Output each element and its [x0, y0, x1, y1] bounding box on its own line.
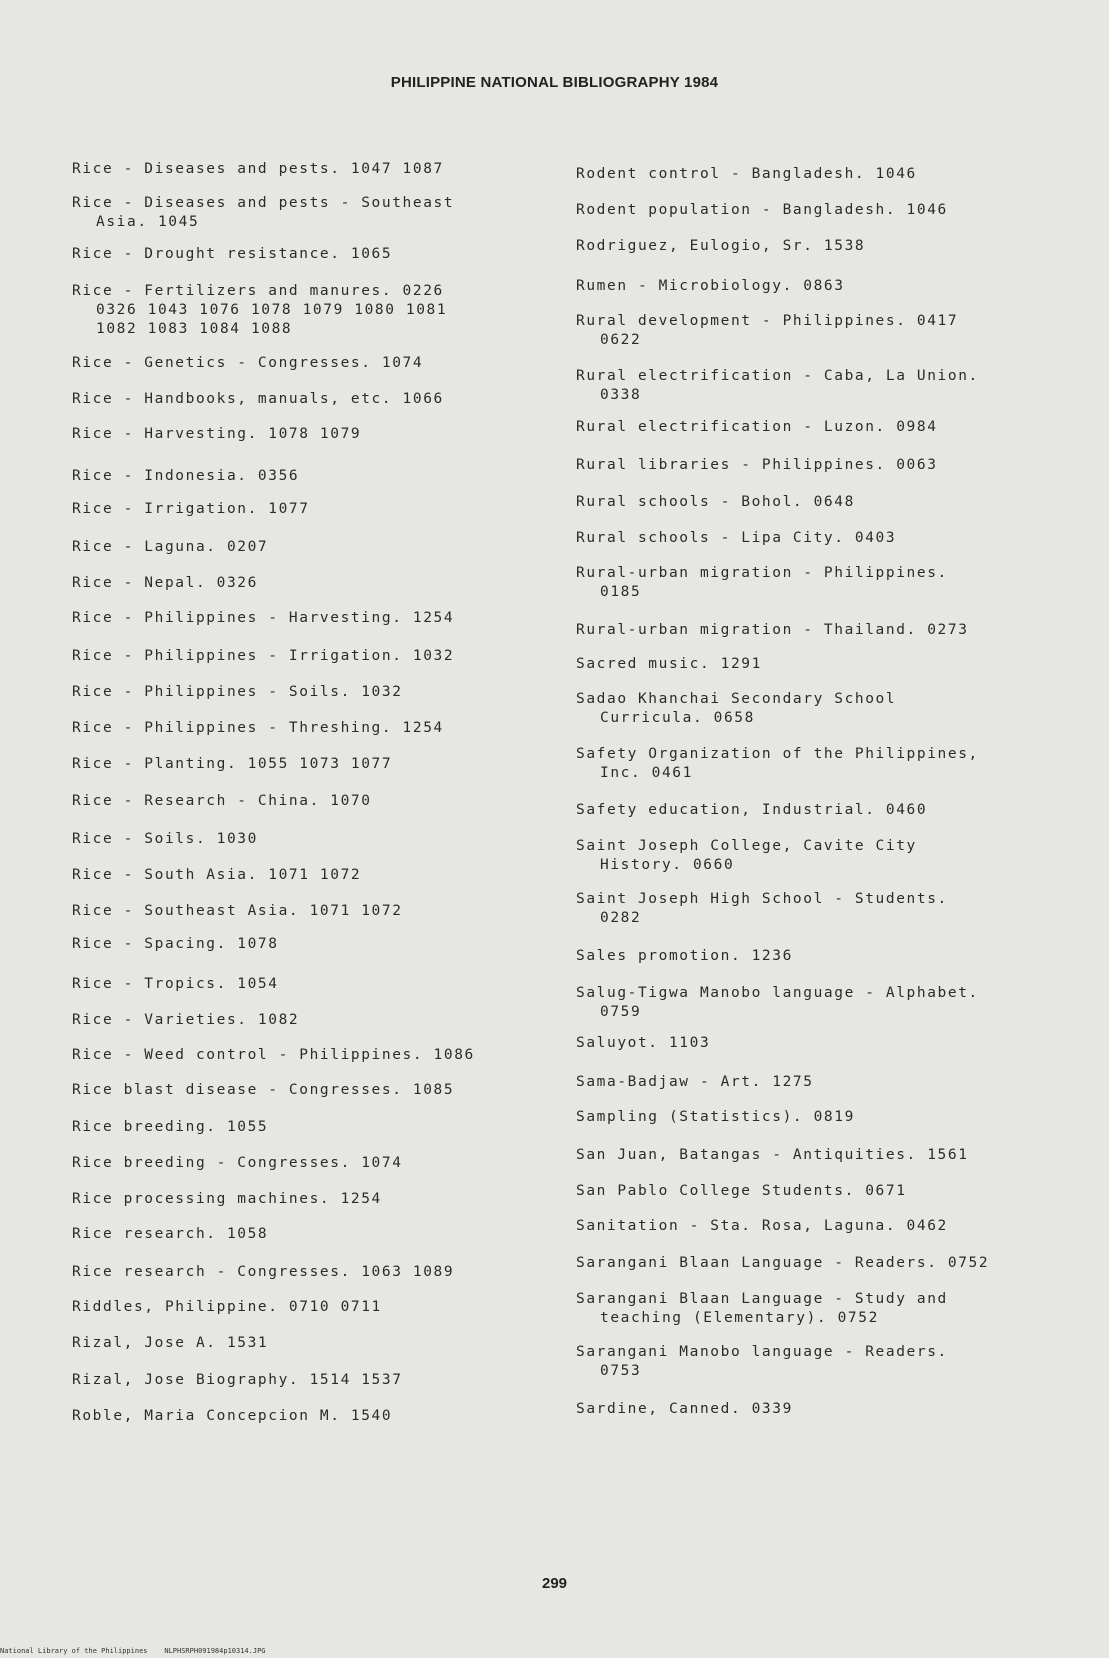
entry-heading: Rice - Tropics. 1054 [72, 976, 279, 992]
index-entry [72, 1298, 382, 1317]
entry-heading: Rice processing machines. 1254 [72, 1191, 382, 1207]
entry-continuation: Asia. 1045 [96, 214, 200, 230]
entry-heading: Rice - Harvesting. 1078 1079 [72, 426, 362, 442]
index-entry [576, 984, 979, 1022]
entry-heading: Rural-urban migration - Philippines. [576, 565, 948, 581]
entry-heading: Sama-Badjaw - Art. 1275 [576, 1074, 814, 1090]
entry-heading: Rice - Handbooks, manuals, etc. 1066 [72, 391, 444, 407]
index-entry [576, 312, 958, 350]
entry-heading: Rizal, Jose Biography. 1514 1537 [72, 1372, 403, 1388]
index-entry [72, 538, 268, 557]
index-entry [72, 902, 403, 921]
entry-heading: Rice - Philippines - Harvesting. 1254 [72, 610, 455, 626]
entry-heading: Rice - Diseases and pests. 1047 1087 [72, 161, 444, 177]
index-entry [576, 690, 896, 728]
index-entry [72, 1225, 268, 1244]
entry-heading: Rice - Philippines - Soils. 1032 [72, 684, 403, 700]
entry-heading: Sampling (Statistics). 0819 [576, 1109, 855, 1125]
index-entry [576, 890, 948, 928]
entry-heading: Sardine, Canned. 0339 [576, 1401, 793, 1417]
entry-heading: Saint Joseph College, Cavite City [576, 838, 917, 854]
index-entry [72, 792, 372, 811]
index-entry [576, 1108, 855, 1127]
entry-heading: Rice - Philippines - Threshing. 1254 [72, 720, 444, 736]
index-entry [72, 1371, 403, 1390]
index-entry [576, 745, 979, 783]
entry-heading: Rice - Indonesia. 0356 [72, 468, 300, 484]
entry-heading: Rice - Planting. 1055 1073 1077 [72, 756, 393, 772]
entry-heading: Rural schools - Lipa City. 0403 [576, 530, 897, 546]
index-entry [576, 201, 948, 220]
entry-heading: Rodent population - Bangladesh. 1046 [576, 202, 948, 218]
entry-heading: Rice - Fertilizers and manures. 0226 [72, 283, 444, 299]
entry-continuation: 1082 1083 1084 1088 [96, 321, 293, 337]
index-entry [576, 529, 896, 548]
entry-heading: San Juan, Batangas - Antiquities. 1561 [576, 1147, 969, 1163]
page-header-title: PHILIPPINE NATIONAL BIBLIOGRAPHY 1984 [390, 74, 719, 91]
entry-heading: Rice - Irrigation. 1077 [72, 501, 310, 517]
entry-heading: Rice - Nepal. 0326 [72, 575, 258, 591]
index-entry [576, 1073, 814, 1092]
index-entry [576, 165, 917, 184]
index-entry [576, 1217, 948, 1236]
index-entry [576, 456, 938, 475]
entry-heading: Saint Joseph High School - Students. [576, 891, 948, 907]
index-entry [72, 1046, 475, 1065]
entry-continuation: 0759 [600, 1004, 642, 1020]
index-entry [72, 1407, 392, 1426]
entry-heading: Rice - Varieties. 1082 [72, 1012, 300, 1028]
index-entry [576, 947, 793, 966]
entry-heading: Rice - Laguna. 0207 [72, 539, 269, 555]
index-entry [72, 830, 258, 849]
entry-heading: Rice - Philippines - Irrigation. 1032 [72, 648, 455, 664]
entry-continuation: 0326 1043 1076 1078 1079 1080 1081 [96, 302, 448, 318]
entry-heading: Rice - Diseases and pests - Southeast [72, 195, 455, 211]
index-entry [576, 1146, 969, 1165]
index-entry [576, 621, 969, 640]
entry-heading: Rural electrification - Luzon. 0984 [576, 419, 938, 435]
entry-heading: Rice - Southeast Asia. 1071 1072 [72, 903, 403, 919]
index-entry [576, 801, 927, 820]
index-entry [576, 277, 845, 296]
entry-heading: Rice research. 1058 [72, 1226, 269, 1242]
entry-heading: Rice - Research - China. 1070 [72, 793, 372, 809]
index-entry [576, 1034, 710, 1053]
index-entry [576, 1290, 948, 1328]
entry-heading: Sarangani Blaan Language - Readers. 0752 [576, 1255, 990, 1271]
entry-continuation: 0282 [600, 910, 642, 926]
index-entry [72, 354, 423, 373]
entry-heading: Rice - Drought resistance. 1065 [72, 246, 393, 262]
index-entry [576, 564, 948, 602]
entry-heading: Saluyot. 1103 [576, 1035, 711, 1051]
entry-heading: Rodriguez, Eulogio, Sr. 1538 [576, 238, 866, 254]
index-entry [576, 837, 917, 875]
index-entry [72, 390, 444, 409]
index-entry [72, 1334, 268, 1353]
entry-heading: Rumen - Microbiology. 0863 [576, 278, 845, 294]
entry-heading: Sanitation - Sta. Rosa, Laguna. 0462 [576, 1218, 948, 1234]
index-entry [72, 1190, 382, 1209]
entry-heading: Rural electrification - Caba, La Union. [576, 368, 979, 384]
entry-heading: Safety education, Industrial. 0460 [576, 802, 928, 818]
entry-continuation: 0185 [600, 584, 642, 600]
entry-heading: Sales promotion. 1236 [576, 948, 793, 964]
entry-heading: Rice - South Asia. 1071 1072 [72, 867, 362, 883]
index-entry [72, 1081, 454, 1100]
index-entry [72, 245, 392, 264]
entry-heading: Rice breeding. 1055 [72, 1119, 269, 1135]
entry-continuation: 0338 [600, 387, 642, 403]
entry-heading: Rice breeding - Congresses. 1074 [72, 1155, 403, 1171]
index-entry [576, 1182, 907, 1201]
index-entry [72, 975, 279, 994]
index-entry [576, 367, 979, 405]
index-entry [72, 935, 279, 954]
entry-heading: Rodent control - Bangladesh. 1046 [576, 166, 917, 182]
entry-heading: San Pablo College Students. 0671 [576, 1183, 907, 1199]
entry-heading: Rice - Weed control - Philippines. 1086 [72, 1047, 475, 1063]
entry-heading: Sarangani Blaan Language - Study and [576, 1291, 948, 1307]
index-entry [576, 655, 762, 674]
index-entry [72, 425, 361, 444]
index-entry [72, 1118, 268, 1137]
index-entry [576, 1254, 989, 1273]
entry-continuation: Inc. 0461 [600, 765, 693, 781]
index-entry [72, 1154, 403, 1173]
entry-heading: Rice - Genetics - Congresses. 1074 [72, 355, 424, 371]
index-entry [72, 609, 454, 628]
entry-heading: Rice - Soils. 1030 [72, 831, 258, 847]
index-entry [72, 683, 403, 702]
entry-continuation: Curricula. 0658 [600, 710, 755, 726]
entry-continuation: teaching (Elementary). 0752 [600, 1310, 879, 1326]
index-entry [576, 493, 855, 512]
index-entry [576, 1343, 948, 1381]
index-entry [72, 467, 299, 486]
index-entry [72, 282, 447, 339]
entry-heading: Riddles, Philippine. 0710 0711 [72, 1299, 382, 1315]
index-entry [576, 418, 938, 437]
index-entry [576, 237, 865, 256]
entry-heading: Rizal, Jose A. 1531 [72, 1335, 269, 1351]
entry-heading: Rural schools - Bohol. 0648 [576, 494, 855, 510]
entry-heading: Salug-Tigwa Manobo language - Alphabet. [576, 985, 979, 1001]
entry-heading: Sadao Khanchai Secondary School [576, 691, 897, 707]
entry-heading: Sarangani Manobo language - Readers. [576, 1344, 948, 1360]
index-entry [72, 719, 444, 738]
index-entry [72, 1263, 454, 1282]
entry-continuation: History. 0660 [600, 857, 735, 873]
entry-heading: Rice research - Congresses. 1063 1089 [72, 1264, 455, 1280]
entry-heading: Rural development - Philippines. 0417 [576, 313, 959, 329]
index-entry [72, 160, 444, 179]
scan-credit: National Library of the Philippines NLPHSRPH091984p10314.JPG [0, 1647, 266, 1655]
entry-heading: Safety Organization of the Philippines, [576, 746, 979, 762]
index-entry [576, 1400, 793, 1419]
entry-heading: Rice blast disease - Congresses. 1085 [72, 1082, 455, 1098]
index-entry [72, 1011, 299, 1030]
index-entry [72, 194, 454, 232]
index-entry [72, 574, 258, 593]
index-entry [72, 755, 392, 774]
entry-heading: Rice - Spacing. 1078 [72, 936, 279, 952]
entry-continuation: 0753 [600, 1363, 642, 1379]
entry-heading: Sacred music. 1291 [576, 656, 762, 672]
index-entry [72, 866, 361, 885]
page-number: 299 [541, 1575, 568, 1592]
entry-heading: Rural-urban migration - Thailand. 0273 [576, 622, 969, 638]
index-entry [72, 647, 454, 666]
entry-continuation: 0622 [600, 332, 642, 348]
entry-heading: Roble, Maria Concepcion M. 1540 [72, 1408, 393, 1424]
entry-heading: Rural libraries - Philippines. 0063 [576, 457, 938, 473]
index-entry [72, 500, 310, 519]
